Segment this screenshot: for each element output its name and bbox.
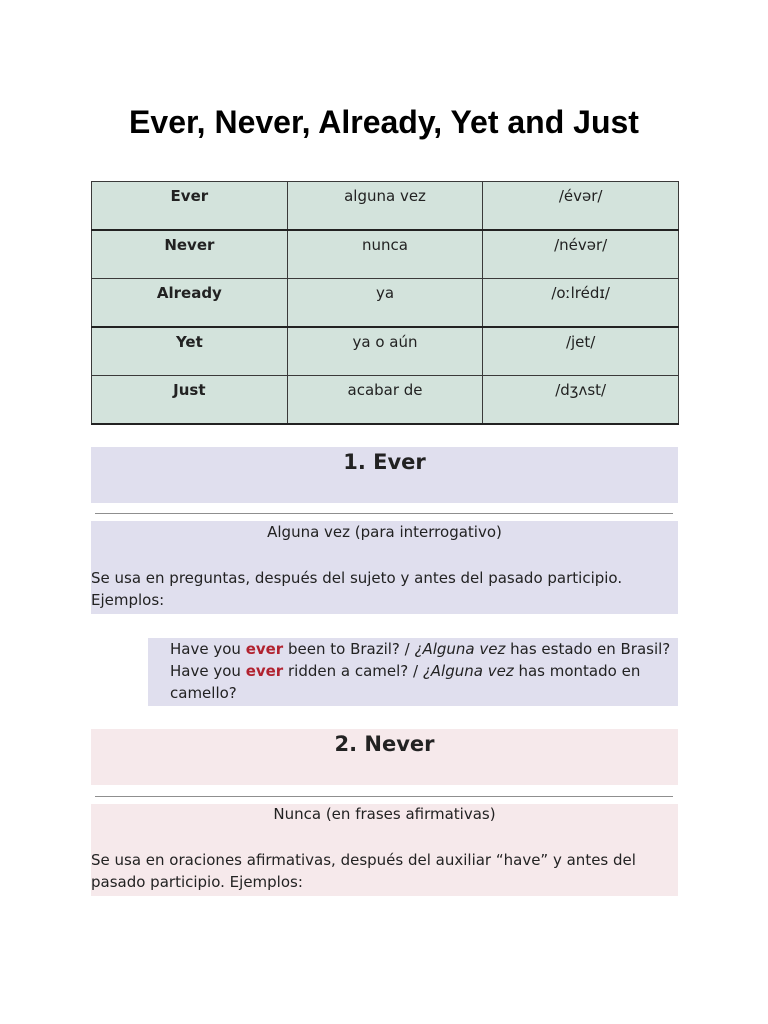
example-text: has montado en camello? xyxy=(170,662,641,702)
table-row xyxy=(92,230,679,279)
section-never-heading: 2. Never xyxy=(334,732,435,756)
section-never-body xyxy=(91,804,678,896)
table-row xyxy=(92,279,679,328)
example-sentence xyxy=(170,660,678,704)
example-translation-italic: ¿Alguna vez xyxy=(422,662,514,680)
table-row xyxy=(92,182,679,231)
table-cell-ipa: /névər/ xyxy=(483,230,679,279)
section-never-heading-band xyxy=(91,729,678,785)
example-text: Have you xyxy=(170,662,246,680)
table-cell-ipa: /oːlrédɪ/ xyxy=(483,279,679,328)
table-cell-word: Already xyxy=(92,279,288,328)
table-cell-translation: nunca xyxy=(287,230,483,279)
table-cell-ipa: /jet/ xyxy=(483,327,679,376)
page-title: Ever, Never, Already, Yet and Just xyxy=(129,104,639,140)
section-ever-heading-band xyxy=(91,447,678,503)
section-ever-body xyxy=(91,521,678,614)
example-text: been to Brazil? / xyxy=(283,640,415,658)
example-sentence xyxy=(170,638,678,660)
table-cell-word: Just xyxy=(92,376,288,425)
section-divider xyxy=(95,796,673,797)
table-cell-translation: alguna vez xyxy=(287,182,483,231)
table-row xyxy=(92,376,679,425)
section-never-label: Nunca (en frases afirmativas) xyxy=(273,805,496,823)
section-ever-label: Alguna vez (para interrogativo) xyxy=(267,523,502,541)
vocab-table xyxy=(91,181,679,425)
section-ever-description: Se usa en preguntas, después del sujeto y antes del pasado participio. Ejemplos: xyxy=(91,569,623,609)
example-keyword: ever xyxy=(245,662,284,680)
table-cell-translation: ya xyxy=(287,279,483,328)
example-translation-italic: ¿Alguna vez xyxy=(414,640,506,658)
section-divider xyxy=(95,513,673,514)
table-cell-ipa: /dʒʌst/ xyxy=(483,376,679,425)
table-cell-translation: acabar de xyxy=(287,376,483,425)
example-text: ridden a camel? / xyxy=(283,662,423,680)
table-cell-ipa: /évər/ xyxy=(483,182,679,231)
example-keyword: ever xyxy=(245,640,284,658)
section-never-description: Se usa en oraciones afirmativas, después del auxiliar “have” y antes del pasado participio. Ejemplos: xyxy=(91,851,636,891)
table-cell-word: Yet xyxy=(92,327,288,376)
example-text: has estado en Brasil? xyxy=(505,640,671,658)
table-row xyxy=(92,327,679,376)
section-ever-heading: 1. Ever xyxy=(343,450,426,474)
table-cell-word: Never xyxy=(92,230,288,279)
example-text: Have you xyxy=(170,640,246,658)
section-ever-examples xyxy=(148,638,678,706)
table-cell-word: Ever xyxy=(92,182,288,231)
table-cell-translation: ya o aún xyxy=(287,327,483,376)
